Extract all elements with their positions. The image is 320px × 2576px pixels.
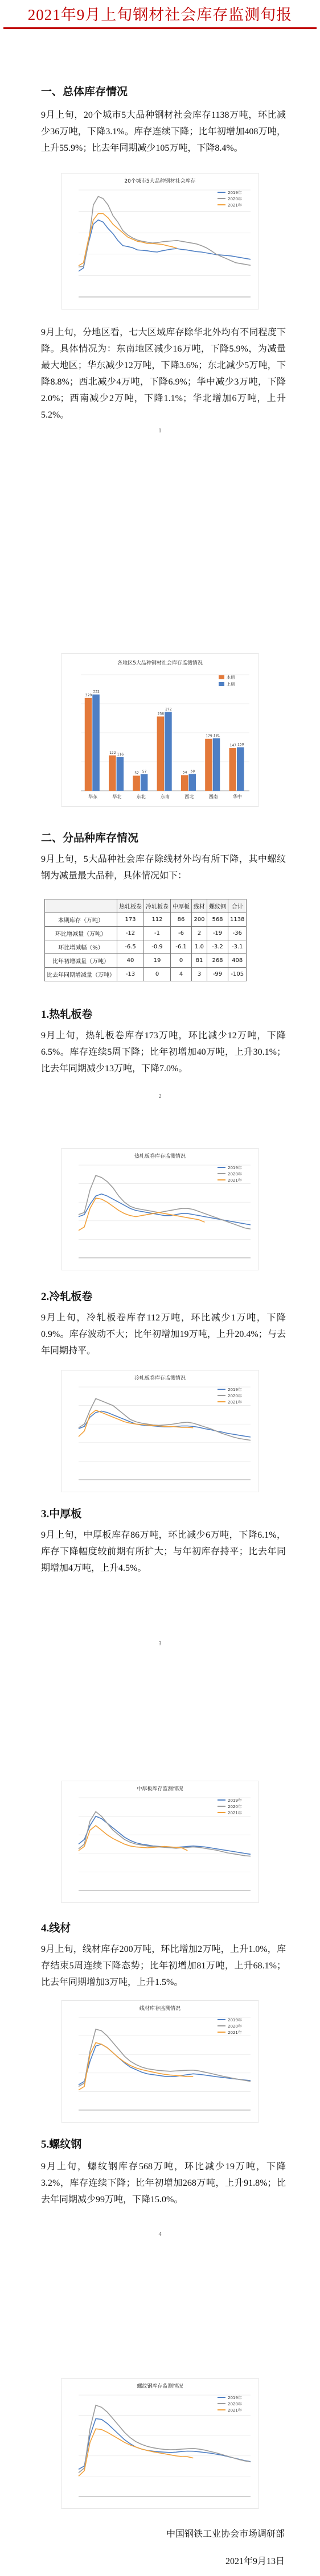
bar [109,756,116,791]
bar [141,774,148,791]
bar [133,775,140,791]
table-cell: 比去年同期增减量（万吨） [45,968,117,981]
bar-value-label: 58 [190,769,195,774]
paragraph: 9月上旬，冷轧板卷库存112万吨，环比减少1万吨，下降0.9%。库存波动不大；比年初增加19万吨，上升20.4%；与去年同期持平。 [41,1313,286,1356]
bar [181,775,188,791]
legend-label: 2020年 [228,1394,242,1398]
category-label: 华中 [232,794,242,799]
paragraph: 9月上旬，5大品种社会库存除线材外均有所下降，其中螺纹钢为减量最大品种，具体情况如下： [41,854,286,881]
table-row [45,927,247,940]
table-cell: -19 [207,927,228,940]
legend-label: 2021年 [228,2408,242,2413]
section-heading: 一、总体库存情况 [41,86,128,98]
table-cell: -6.1 [171,940,192,954]
wire-chart [61,2000,259,2123]
chart-title: 线材库存监测情况 [139,2006,181,2012]
legend-label: 2020年 [228,2402,242,2406]
table-cell: 3 [192,968,207,981]
bar-value-label: 116 [117,752,124,757]
total-inventory-chart [61,173,259,309]
table-cell: 4 [171,968,192,981]
bar-value-label: 332 [93,690,100,694]
cold-rolled-chart [61,1370,259,1492]
legend-label: 2021年 [228,2030,242,2035]
table-header-cell: 热轧板卷 [117,899,144,913]
legend-label: 2021年 [228,203,242,208]
legend-swatch [219,682,224,686]
chart-title: 热轧板卷库存监测情况 [134,1154,186,1159]
legend-label: 本期 [227,675,235,680]
chart-title: 中厚板库存监测情况 [137,1786,183,1792]
legend-label: 2021年 [228,1811,242,1815]
legend-label: 2020年 [228,197,242,201]
category-label: 东南 [161,794,170,799]
paragraph: 9月上旬，分地区看，七大区域库存除华北外均有不同程度下降。具体情况为：东南地区减少16万吨，下降5.9%，为减量最大地区；华东减少12万吨，下降3.6%；东北减少5万吨，下降8.8%；西北减少4万吨，下降6.9%；华中减少3万吨，下降2.0%；西南减少2万吨，下降1.1%；华北增加6万吨，上升5.2%。 [41,328,286,420]
table-cell: 86 [171,913,192,927]
legend-label: 2020年 [228,1172,242,1176]
legend-label: 2020年 [228,1805,242,1809]
table-cell: -3.2 [207,940,228,954]
table-cell: 本期库存（万吨） [45,913,117,927]
bar-value-label: 57 [142,769,147,774]
bar-value-label: 122 [109,750,116,755]
issuer: 中国钢铁工业协会市场调研部 [166,2529,285,2539]
table-cell: 40 [117,954,144,968]
legend-label: 2019年 [228,1798,242,1803]
category-label: 东北 [136,794,146,799]
table-cell: 200 [192,913,207,927]
legend-swatch [219,675,224,679]
table-cell: 1138 [228,913,247,927]
issue-date: 2021年9月13日 [225,2557,285,2566]
table-cell: 268 [207,954,228,968]
bar [205,739,212,791]
category-label: 西南 [208,794,218,799]
table-cell: -6 [171,927,192,940]
category-label: 西北 [184,794,194,799]
chart-title: 冷轧板卷库存监测情况 [134,1376,186,1381]
table-cell: 112 [144,913,171,927]
table-header-cell: 合计 [228,899,247,913]
table-header-row [45,899,247,913]
inventory-table [44,899,247,981]
table-header-cell: 线材 [192,899,207,913]
rebar-chart [61,2378,259,2509]
table-cell: 568 [207,913,228,927]
bar [229,748,236,791]
table-cell: -6.5 [117,940,144,954]
bar [165,712,172,791]
chart-title: 20个城市5大品种钢材社会库存 [124,179,196,184]
table-row [45,913,247,927]
chart-title: 各地区5大品种钢材社会库存监测情况 [117,660,203,666]
legend-label: 2019年 [228,2018,242,2022]
table-cell: 1.0 [192,940,207,954]
bar-value-label: 181 [213,733,220,738]
table-cell: -0.9 [144,940,171,954]
page-number: 4 [158,2231,162,2238]
table-header-cell: 中厚板 [171,899,192,913]
table-cell: 0 [171,954,192,968]
table-cell: -36 [228,927,247,940]
legend-label: 2019年 [228,191,242,195]
table-cell: 环比增减量（万吨） [45,927,117,940]
table-cell: 2 [192,927,207,940]
table-header-cell [45,899,117,913]
table-row [45,968,247,981]
table-cell: 408 [228,954,247,968]
table-cell: 环比增减幅（%） [45,940,117,954]
paragraph: 9月上旬，中厚板库存86万吨，环比减少6万吨，下降6.1%，库存下降幅度较前期有所扩大；与年初库存持平；比去年同期增加4万吨，上升4.5%。 [41,1530,286,1573]
table-cell: -12 [117,927,144,940]
bar [188,774,196,791]
paragraph: 9月上旬，线材库存200万吨，环比增加2万吨，上升1.0%，库存结束5周连续下降态势；比年初增加81万吨，上升68.1%；比去年同期增加3万吨，上升1.5%。 [41,1945,286,1987]
table-cell: 19 [144,954,171,968]
table-cell: -3.1 [228,940,247,954]
bar [92,695,100,791]
plate-chart [61,1781,259,1903]
wire-heading: 4.线材 [41,1922,71,1934]
paragraph: 9月上旬，热轧板卷库存173万吨，环比减少12万吨，下降6.5%。库存连续5周下降；比年初增加40万吨，上升30.1%；比去年同期减少13万吨，下降7.0%。 [41,1031,286,1074]
bar [117,757,124,791]
paragraph: 9月上旬，20个城市5大品种钢材社会库存1138万吨，环比减少36万吨，下降3.1%。库存连续下降；比年初增加408万吨，上升55.9%；比去年同期减少105万吨，下降8.4%。 [41,110,286,153]
table-cell: -105 [228,968,247,981]
bar [157,716,165,791]
paragraph: 9月上旬，螺纹钢库存568万吨，环比减少19万吨，下降3.2%，库存连续下降；比年初增加268万吨，上升91.8%；比去年同期减少99万吨，下降15.0%。 [41,2162,286,2205]
bar [85,698,92,791]
legend-label: 2019年 [228,1166,242,1170]
table-cell: 81 [192,954,207,968]
table-cell: 比年初增减量（万吨） [45,954,117,968]
page-number: 2 [158,1093,162,1100]
bar-value-label: 54 [182,770,187,775]
report-title: 2021年9月上旬钢材社会库存监测旬报 [27,6,293,23]
plate-heading: 3.中厚板 [41,1508,82,1520]
cold-rolled-heading: 2.冷轧板卷 [41,1291,93,1303]
bar-value-label: 147 [229,744,236,748]
table-cell: -13 [117,968,144,981]
bar-value-label: 150 [237,742,244,747]
section-heading: 二、分品种库存情况 [41,832,139,844]
table-header-cell: 冷轧板卷 [144,899,171,913]
bar [213,738,220,791]
page-number: 1 [158,428,162,434]
legend-label: 2020年 [228,2024,242,2029]
bar-value-label: 320 [85,693,92,697]
regional-bar-chart [61,653,259,807]
table-header-cell: 螺纹钢 [207,899,228,913]
chart-title: 螺纹钢库存监测情况 [137,2384,183,2389]
bar-value-label: 52 [134,771,139,775]
table-cell: 0 [144,968,171,981]
legend-label: 2021年 [228,1400,242,1405]
legend-label: 2019年 [228,1388,242,1392]
page-number: 3 [158,1641,162,1647]
legend-label: 2021年 [228,1178,242,1183]
bar-value-label: 256 [157,712,165,716]
table-cell: -1 [144,927,171,940]
category-label: 华东 [88,794,98,799]
title-rule [3,27,317,29]
rebar-heading: 5.螺纹钢 [41,2139,82,2150]
bar [237,748,244,791]
hot-rolled-heading: 1.热轧板卷 [41,1009,93,1021]
table-cell: -99 [207,968,228,981]
bar-value-label: 179 [206,734,212,738]
legend-label: 上期 [227,682,235,687]
table-row [45,954,247,968]
hot-rolled-chart [61,1148,259,1270]
table-cell: 173 [117,913,144,927]
table-row [45,940,247,954]
category-label: 华北 [112,794,122,799]
legend-label: 2019年 [228,2396,242,2400]
bar-value-label: 272 [165,707,172,712]
